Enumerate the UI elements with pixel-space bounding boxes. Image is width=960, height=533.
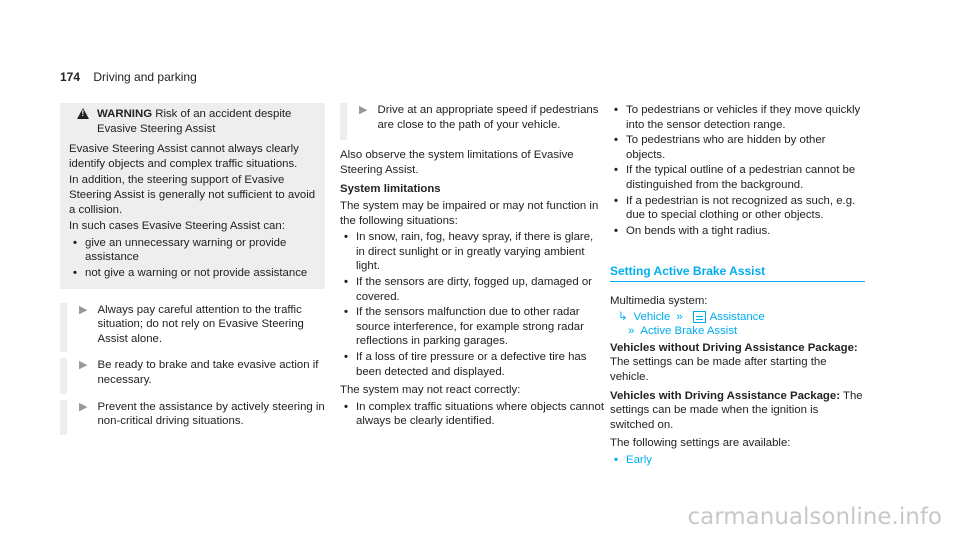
warning-label: WARNING bbox=[97, 108, 153, 120]
instruction-text: Always pay careful attention to the traffic situation; do not rely on Evasive Steering Assist alone. bbox=[97, 303, 304, 345]
double-chevron-icon: » bbox=[676, 310, 683, 323]
list-item: • If a loss of tire pressure or a defective tire has been detected and displayed. bbox=[356, 350, 605, 379]
warning-paragraph-1: Evasive Steering Assist cannot always clearly identify objects and complex traffic situations. bbox=[69, 143, 299, 170]
menu-enter-icon: ↳ bbox=[618, 310, 628, 323]
system-limitations-heading: System limitations bbox=[340, 183, 441, 196]
react-intro: The system may not react correctly: bbox=[340, 384, 521, 397]
double-chevron-icon: » bbox=[628, 325, 635, 338]
warning-paragraph-3: In such cases Evasive Steering Assist can: bbox=[69, 220, 285, 233]
page-header bbox=[60, 70, 197, 85]
page-number: 174 bbox=[60, 70, 81, 84]
arrow-right-icon: ▶ bbox=[359, 104, 368, 116]
options-list bbox=[610, 453, 865, 468]
nav-row bbox=[618, 324, 865, 339]
warning-box bbox=[60, 103, 325, 289]
navigation-path bbox=[610, 310, 865, 339]
instruction-step bbox=[60, 358, 325, 393]
setting-section-title: Setting Active Brake Assist bbox=[610, 264, 865, 282]
instruction-text: Be ready to brake and take evasive action if necessary. bbox=[97, 359, 319, 386]
nav-active-brake-assist: Active Brake Assist bbox=[640, 325, 738, 338]
list-item: • To pedestrians or vehicles if they move quickly into the sensor detection range. bbox=[626, 103, 865, 132]
assistance-box-icon bbox=[693, 311, 706, 323]
column-middle bbox=[340, 103, 605, 431]
option-early: • Early bbox=[626, 453, 865, 468]
system-limitations-intro: The system may be impaired or may not function in the following situations: bbox=[340, 199, 599, 227]
instruction-step bbox=[60, 400, 325, 435]
multimedia-label: Multimedia system: bbox=[610, 294, 708, 307]
nav-assistance: Assistance bbox=[709, 310, 765, 323]
available-settings-text: The following settings are available: bbox=[610, 437, 791, 450]
nav-row bbox=[618, 310, 865, 325]
list-item: • If the sensors are dirty, fogged up, damaged or covered. bbox=[356, 275, 605, 304]
nav-vehicle: Vehicle bbox=[633, 310, 671, 323]
column-left bbox=[60, 103, 325, 435]
list-item: • In complex traffic situations where objects cannot always be clearly identified. bbox=[356, 400, 605, 429]
with-package-desc: The settings can be made when the ignition is switched on. bbox=[610, 389, 863, 431]
warning-title bbox=[97, 107, 316, 136]
with-package-label: Vehicles with Driving Assistance Package: bbox=[610, 389, 841, 402]
list-item: • give an unnecessary warning or provide assistance bbox=[85, 236, 316, 265]
list-item: • In snow, rain, fog, heavy spray, if there is glare, in direct sunlight or in greatly varying ambient light. bbox=[356, 230, 605, 274]
warning-bullet-list bbox=[69, 236, 316, 281]
pedestrian-bullet-list bbox=[610, 103, 865, 238]
list-item: • If the typical outline of a pedestrian cannot be distinguished from the background. bbox=[626, 163, 865, 192]
list-item: • On bends with a tight radius. bbox=[626, 224, 865, 239]
warning-paragraph-2: In addition, the steering support of Evasive Steering Assist is generally not sufficient to avoid a collision. bbox=[69, 174, 316, 216]
arrow-right-icon: ▶ bbox=[79, 359, 88, 372]
instruction-step bbox=[340, 103, 605, 140]
observe-text: Also observe the system limitations of Evasive Steering Assist. bbox=[340, 149, 574, 176]
arrow-right-icon: ▶ bbox=[79, 303, 88, 316]
warning-header bbox=[69, 107, 316, 136]
list-item: • If the sensors malfunction due to other radar source interference, for example strong radar reflections in parking garages. bbox=[356, 305, 605, 349]
instruction-text: Drive at an appropriate speed if pedestrians are close to the path of your vehicle. bbox=[377, 104, 599, 131]
instruction-step bbox=[60, 303, 325, 353]
without-package-text bbox=[610, 341, 865, 385]
list-item: • If a pedestrian is not recognized as such, e.g. due to special clothing or other objects. bbox=[626, 194, 865, 223]
without-package-desc: The settings can be made after starting the vehicle. bbox=[610, 356, 827, 383]
list-item: • To pedestrians who are hidden by other objects. bbox=[626, 133, 865, 162]
warning-triangle-icon: ! bbox=[77, 108, 89, 119]
section-title: Driving and parking bbox=[93, 70, 197, 84]
react-bullet-list bbox=[340, 400, 605, 429]
warning-title-text: Risk of an accident despite Evasive Steering Assist bbox=[97, 108, 292, 135]
column-right bbox=[610, 103, 865, 469]
without-package-label: Vehicles without Driving Assistance Package: bbox=[610, 341, 858, 354]
watermark: carmanualsonline.info bbox=[687, 504, 942, 531]
limitations-bullet-list bbox=[340, 230, 605, 379]
list-item: • not give a warning or not provide assistance bbox=[85, 266, 316, 281]
instruction-text: Prevent the assistance by actively steering in non-critical driving situations. bbox=[97, 400, 325, 428]
with-package-text bbox=[610, 389, 865, 433]
arrow-right-icon: ▶ bbox=[79, 400, 88, 413]
